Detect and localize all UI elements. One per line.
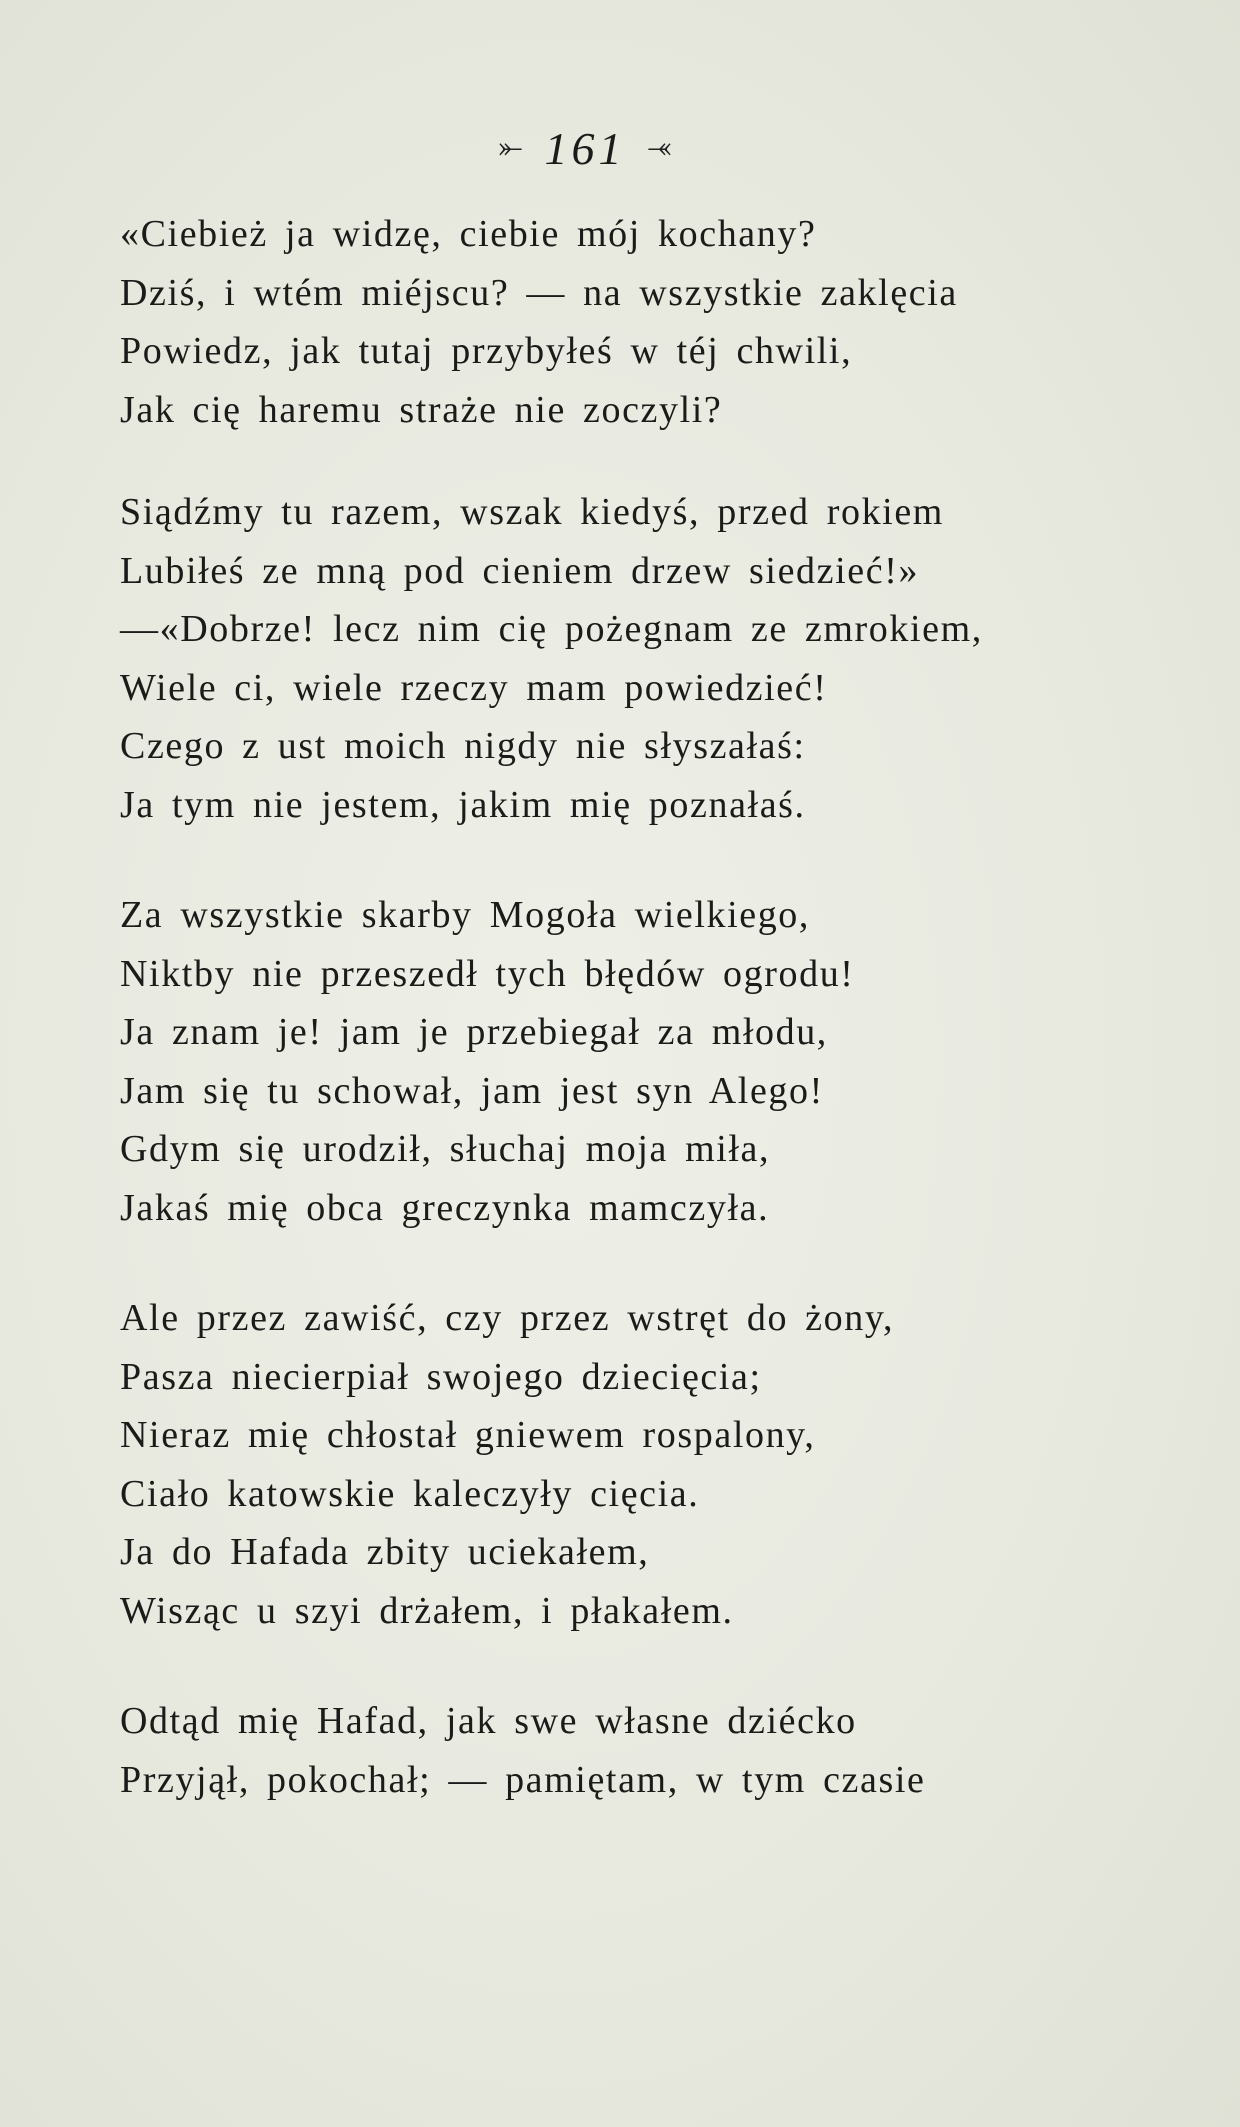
verse-line: Odtąd mię Hafad, jak swe własne dziécko <box>120 1700 857 1742</box>
verse-line: Ja tym nie jestem, jakim mię poznałaś. <box>120 783 806 826</box>
verse-line: Jakaś mię obca greczynka mamczyła. <box>120 1186 770 1229</box>
verse-line: Wiele ci, wiele rzeczy mam powiedzieć! <box>120 666 828 709</box>
verse-line: Pasza niecierpiał swojego dziecięcia; <box>120 1355 762 1398</box>
page-number: 161 <box>544 122 626 174</box>
verse-line: «Ciebież ja widzę, ciebie mój kochany? <box>120 213 817 255</box>
verse-line: Nieraz mię chłostał gniewem rospalony, <box>120 1414 816 1457</box>
verse-line: Ja do Hafada zbity uciekałem, <box>120 1531 650 1574</box>
verse-line: Czego z ust moich nigdy nie słyszałaś: <box>120 725 806 768</box>
verse-line: —«Dobrze! lecz nim cię pożegnam ze zmrokiem, <box>120 608 983 651</box>
verse-line: Lubiłeś ze mną pod cieniem drzew siedzieć!» <box>120 549 920 592</box>
verse-line: Powiedz, jak tutaj przybyłeś w téj chwili, <box>120 330 853 373</box>
verse-line: Siądźmy tu razem, wszak kiedyś, przed rokiem <box>120 491 944 533</box>
verse-line: Ciało katowskie kaleczyły cięcia. <box>120 1472 700 1515</box>
page-header <box>480 118 690 178</box>
stanza-3 <box>120 886 1120 1238</box>
verse-line: Wisząc u szyi drżałem, i płakałem. <box>120 1589 734 1632</box>
verse-line: Gdym się urodził, słuchaj moja miła, <box>120 1128 771 1171</box>
verse-line: Jam się tu schował, jam jest syn Alego! <box>120 1069 824 1112</box>
verse-line: Przyjął, pokochał; — pamiętam, w tym czasie <box>120 1758 926 1801</box>
verse-line: Ale przez zawiść, czy przez wstręt do żony, <box>120 1297 895 1339</box>
stanza-5 <box>120 1692 1120 1809</box>
verse-line: Jak cię haremu straże nie zoczyli? <box>120 388 723 431</box>
left-ornament-icon: ⤜ <box>498 130 523 165</box>
verse-line: Za wszystkie skarby Mogoła wielkiego, <box>120 894 811 936</box>
verse-line: Niktby nie przeszedł tych błędów ogrodu! <box>120 952 855 995</box>
right-ornament-icon: ⤛ <box>647 130 672 165</box>
stanza-1 <box>120 205 1120 439</box>
stanza-2 <box>120 483 1120 835</box>
verse-line: Ja znam je! jam je przebiegał za młodu, <box>120 1011 828 1054</box>
stanza-4 <box>120 1289 1120 1641</box>
verse-line: Dziś, i wtém miéjscu? — na wszystkie zaklęcia <box>120 271 958 314</box>
